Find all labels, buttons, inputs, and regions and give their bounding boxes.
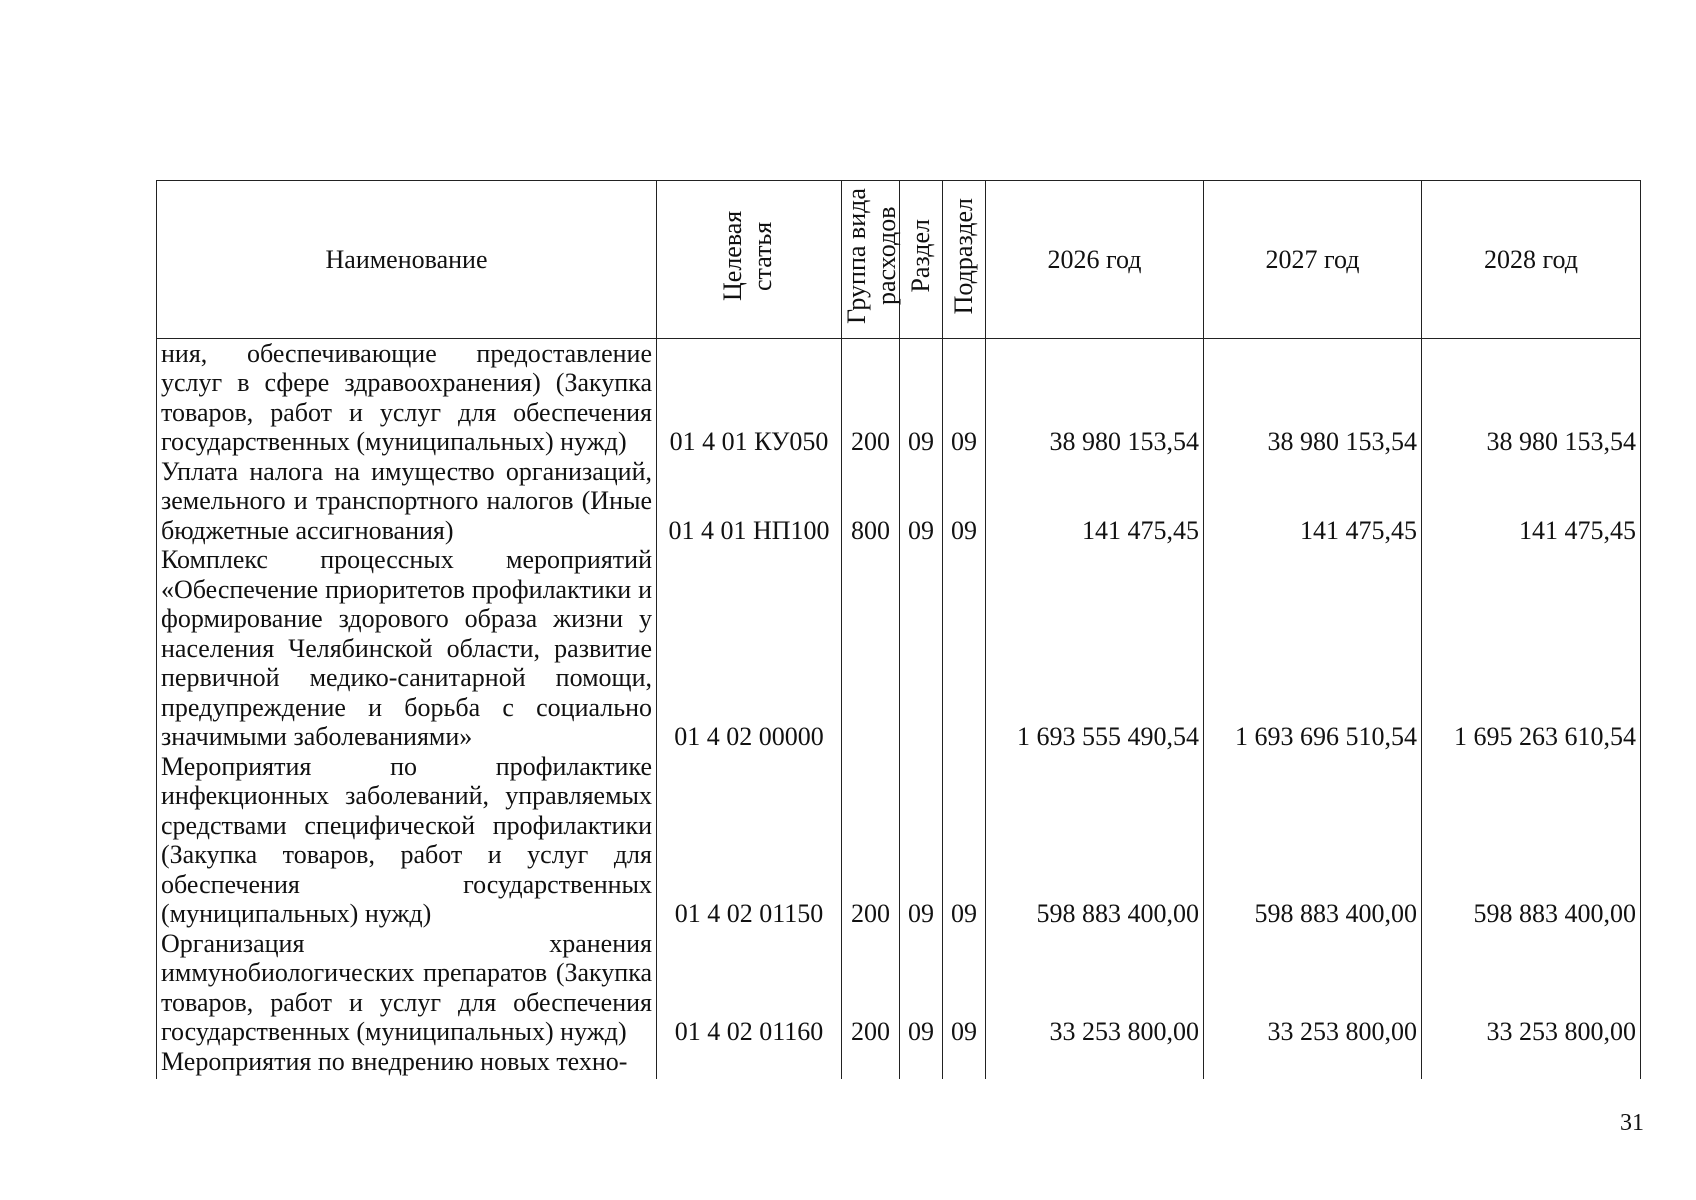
table-row (157, 929, 1641, 1047)
row-value-2028 (1422, 1047, 1641, 1079)
row-name: Мероприятия по внедрению новых техно- (157, 1047, 657, 1079)
row-value-2027: 1 693 696 510,54 (1204, 545, 1422, 752)
col-header-name: Наименование (157, 181, 657, 339)
row-section: 09 (900, 752, 943, 929)
row-value-2026: 141 475,45 (986, 457, 1204, 546)
row-code: 01 4 02 01150 (657, 752, 842, 929)
row-value-2026: 598 883 400,00 (986, 752, 1204, 929)
row-name: Организация хранения иммунобиологических препаратов (Закупка товаров, работ и услуг для обеспечения государственных (муниципальных) нужд) (157, 929, 657, 1047)
col-header-target-article: Целевая статья (657, 181, 842, 339)
row-value-2027: 33 253 800,00 (1204, 929, 1422, 1047)
table-row (157, 1047, 1641, 1079)
col-header-section: Раздел (900, 181, 943, 339)
budget-table (156, 180, 1641, 1079)
row-value-2028: 598 883 400,00 (1422, 752, 1641, 929)
row-name: Мероприятия по профилактике инфекционных заболеваний, управляемых средствами специфической профилактики (Закупка товаров, работ и услуг для обеспечения государственных (муниципальных) нужд) (157, 752, 657, 929)
row-value-2026: 1 693 555 490,54 (986, 545, 1204, 752)
row-code (657, 1047, 842, 1079)
col-header-expense-group: Группа вида расходов (842, 181, 900, 339)
row-code: 01 4 01 КУ050 (657, 338, 842, 457)
row-name: ния, обеспечивающие предоставление услуг в сфере здравоохранения) (Закупка товаров, работ и услуг для обеспечения государственных (муниципальных) нужд) (157, 338, 657, 457)
row-section: 09 (900, 338, 943, 457)
row-value-2028: 1 695 263 610,54 (1422, 545, 1641, 752)
row-value-2027: 38 980 153,54 (1204, 338, 1422, 457)
row-group (842, 1047, 900, 1079)
table-row (157, 338, 1641, 457)
row-value-2028: 141 475,45 (1422, 457, 1641, 546)
col-header-2027: 2027 год (1204, 181, 1422, 339)
table-row (157, 545, 1641, 752)
row-name: Уплата налога на имущество организаций, земельного и транспортного налогов (Иные бюджетные ассигнования) (157, 457, 657, 546)
row-code: 01 4 02 00000 (657, 545, 842, 752)
col-header-2028: 2028 год (1422, 181, 1641, 339)
row-value-2028: 33 253 800,00 (1422, 929, 1641, 1047)
row-value-2027: 598 883 400,00 (1204, 752, 1422, 929)
row-group: 200 (842, 752, 900, 929)
table-row (157, 752, 1641, 929)
table-header (157, 181, 1641, 339)
row-subsection: 09 (943, 929, 986, 1047)
row-subsection (943, 1047, 986, 1079)
row-group: 200 (842, 929, 900, 1047)
row-name: Комплекс процессных мероприятий «Обеспечение приоритетов профилактики и формирование здорового образа жизни у населения Челябинской области, развитие первичной медико-санитарной помощи, предупреждение и борьба с социально значимыми заболеваниями» (157, 545, 657, 752)
row-group: 800 (842, 457, 900, 546)
row-code: 01 4 02 01160 (657, 929, 842, 1047)
table-body (157, 338, 1641, 1079)
row-value-2027 (1204, 1047, 1422, 1079)
row-value-2026 (986, 1047, 1204, 1079)
row-subsection: 09 (943, 752, 986, 929)
row-group (842, 545, 900, 752)
row-section (900, 545, 943, 752)
col-header-2026: 2026 год (986, 181, 1204, 339)
col-header-subsection: Подраздел (943, 181, 986, 339)
table-row (157, 457, 1641, 546)
row-section: 09 (900, 929, 943, 1047)
row-section: 09 (900, 457, 943, 546)
row-value-2026: 33 253 800,00 (986, 929, 1204, 1047)
row-subsection (943, 545, 986, 752)
row-code: 01 4 01 НП100 (657, 457, 842, 546)
row-value-2026: 38 980 153,54 (986, 338, 1204, 457)
page-number: 31 (1620, 1110, 1644, 1136)
row-subsection: 09 (943, 338, 986, 457)
row-subsection: 09 (943, 457, 986, 546)
row-value-2028: 38 980 153,54 (1422, 338, 1641, 457)
row-section (900, 1047, 943, 1079)
row-value-2027: 141 475,45 (1204, 457, 1422, 546)
row-group: 200 (842, 338, 900, 457)
